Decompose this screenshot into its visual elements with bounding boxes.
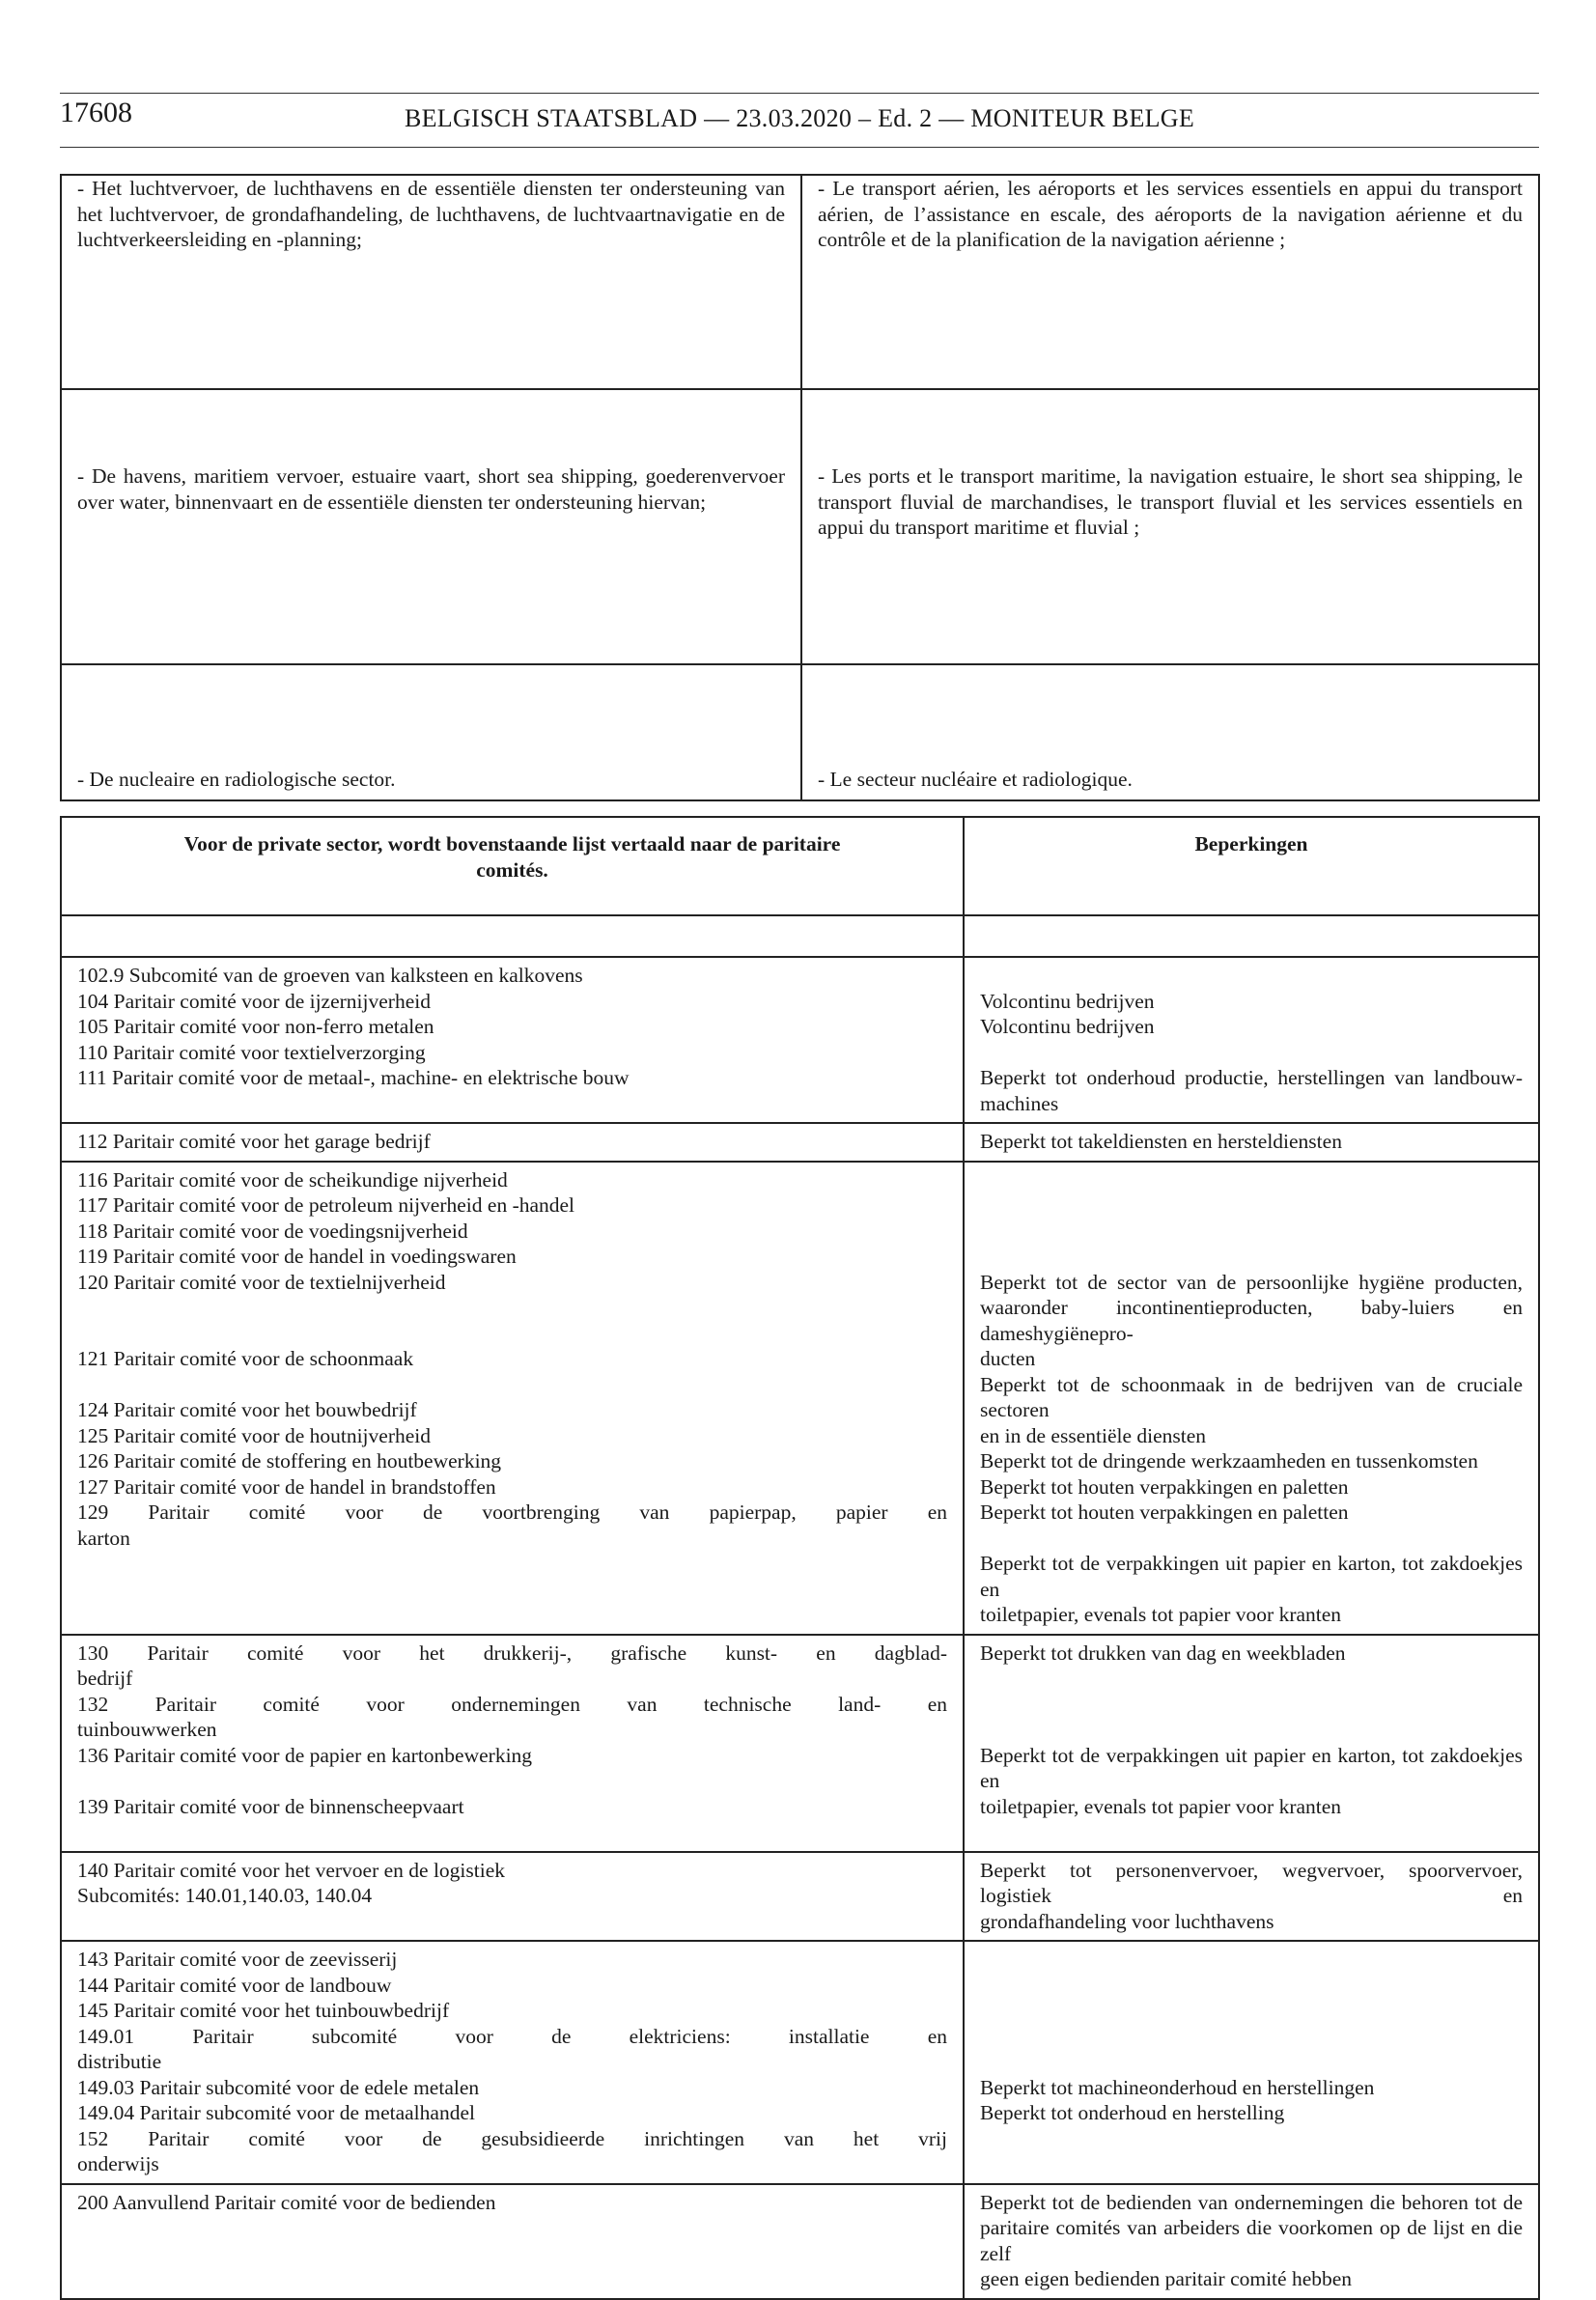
restriction-line: Beperkt tot de schoonmaak in de bedrijven van de cruciale sectoren [980, 1372, 1523, 1421]
restriction-line [980, 1219, 1523, 1245]
restriction-line: Beperkt tot personenvervoer, wegvervoer, spoorvervoer, logistiek en [980, 1858, 1523, 1907]
committee-line: 124 Paritair comité voor het bouwbedrijf [77, 1398, 417, 1421]
restriction-line [980, 963, 1523, 989]
committee-line: 149.03 Paritair subcomité voor de edele metalen [77, 2075, 480, 2099]
page-number: 17608 [60, 97, 132, 128]
committee-line [77, 1321, 947, 1347]
sector-fr-cell [801, 175, 1539, 389]
sector-nl-text: - De havens, maritiem vervoer, estuaire vaart, short sea shipping, goederenvervoer over water, binnenvaart en de essentiële diensten ter ondersteuning hiervan; [77, 464, 785, 514]
committee-line [77, 1295, 947, 1321]
restrictions-cell [964, 1635, 1539, 1852]
committees-table [60, 816, 1540, 2300]
committee-line: 130 Paritair comité voor het drukkerij-, grafische kunst- en dagblad- [77, 1641, 947, 1665]
committee-group-row [61, 1635, 1539, 1852]
sector-fr-text: - Le transport aérien, les aéroports et les services essentiels en appui du transport aérien, de l’assistance en escale, des aéroports de la navigation aérienne et du contrôle et de la planification de la navigation aérienne ; [818, 177, 1523, 251]
committee-names-cell [61, 1941, 964, 2184]
committee-line: 132 Paritair comité voor ondernemingen van technische land- en [77, 1692, 947, 1716]
restriction-line [980, 1717, 1523, 1743]
committee-group-row [61, 957, 1539, 1123]
restriction-line: Beperkt tot onderhoud en herstelling [980, 2101, 1285, 2124]
header-left-cell [61, 817, 964, 915]
restrictions-cell [964, 1123, 1539, 1162]
restriction-line: toiletpapier, evenals tot papier voor kranten [980, 1794, 1342, 1818]
restriction-line: geen eigen bedienden paritair comité hebben [980, 2267, 1353, 2290]
restriction-line [980, 1167, 1523, 1193]
restriction-line: Beperkt tot de bedienden van ondernemingen die behoren tot de [980, 2190, 1523, 2214]
header-right-text: Beperkingen [1194, 832, 1308, 855]
empty-spacer-cell [964, 915, 1539, 957]
committee-line [77, 1372, 947, 1398]
restriction-line: ducten [980, 1347, 1036, 1370]
restriction-line [980, 2024, 1523, 2050]
restriction-line: machines [980, 1091, 1059, 1115]
committee-group-row [61, 1852, 1539, 1942]
committee-line: distributie [77, 2050, 162, 2073]
restriction-line: paritaire comités van arbeiders die voorkomen op de lijst en die zelf [980, 2216, 1523, 2265]
restriction-line [980, 1973, 1523, 1999]
restrictions-cell [964, 1852, 1539, 1942]
committee-line: 149.01 Paritair subcomité voor de elektriciens: installatie en [77, 2024, 947, 2048]
restriction-line [980, 2126, 1523, 2152]
committee-line: 129 Paritair comité voor de voortbrenging van papierpap, papier en [77, 1501, 947, 1524]
header-rule-bottom [60, 147, 1539, 148]
committee-names-cell [61, 1162, 964, 1635]
committee-line: 152 Paritair comité voor de gesubsidieerde inrichtingen van het vrij [77, 2126, 947, 2150]
committee-line: 126 Paritair comité de stoffering en houtbewerking [77, 1449, 502, 1473]
restrictions-cell [964, 2184, 1539, 2299]
essential-sectors-table [60, 174, 1540, 801]
committee-line: 118 Paritair comité voor de voedingsnijverheid [77, 1219, 468, 1243]
committee-line: 145 Paritair comité voor het tuinbouwbedrijf [77, 1999, 450, 2022]
restriction-line: Beperkt tot onderhoud productie, herstellingen van landbouw- [980, 1066, 1523, 1089]
restriction-line [980, 1947, 1523, 1973]
restriction-line [980, 1526, 1523, 1552]
committee-line: onderwijs [77, 2152, 159, 2175]
committee-line: 149.04 Paritair subcomité voor de metaalhandel [77, 2101, 475, 2124]
page-header-title: BELGISCH STAATSBLAD — 23.03.2020 – Ed. 2 — MONITEUR BELGE [404, 104, 1195, 132]
restriction-line [980, 1819, 1523, 1845]
restriction-line [980, 1040, 1523, 1066]
restriction-line [980, 1692, 1523, 1718]
restriction-line: Beperkt tot de verpakkingen uit papier en karton, tot zakdoekjes en [980, 1743, 1523, 1792]
committee-line: 127 Paritair comité voor de handel in brandstoffen [77, 1474, 496, 1499]
restrictions-cell [964, 957, 1539, 1123]
committee-names-cell [61, 1123, 964, 1162]
restrictions-cell [964, 1162, 1539, 1635]
committee-line: 144 Paritair comité voor de landbouw [77, 1973, 392, 1997]
committee-line: 117 Paritair comité voor de petroleum nijverheid en -handel [77, 1193, 575, 1217]
restriction-line: Beperkt tot drukken van dag en weekbladen [980, 1641, 1346, 1665]
committee-line: Subcomités: 140.01,140.03, 140.04 [77, 1884, 373, 1907]
restriction-line [980, 1244, 1523, 1270]
restriction-line: Volcontinu bedrijven [980, 989, 1155, 1013]
restriction-line [980, 1192, 1523, 1219]
sector-fr-text: - Le secteur nucléaire et radiologique. [818, 767, 1133, 791]
committee-line: 119 Paritair comité voor de handel in voedingswaren [77, 1245, 517, 1268]
committee-line: 111 Paritair comité voor de metaal-, machine- en elektrische bouw [77, 1066, 630, 1089]
committee-group-row [61, 1941, 1539, 2184]
committee-group-row [61, 1123, 1539, 1162]
committee-line: 200 Aanvullend Paritair comité voor de bedienden [77, 2190, 496, 2214]
restriction-line [980, 1998, 1523, 2024]
sector-fr-cell [801, 664, 1539, 800]
committee-line: 116 Paritair comité voor de scheikundige nijverheid [77, 1167, 508, 1192]
sector-nl-text: - Het luchtvervoer, de luchthavens en de essentiële diensten ter ondersteuning van het luchtvervoer, de grondafhandeling, de luchthavens, de luchtvaartnavigatie en de luchtverkeersleiding en -planning; [77, 177, 785, 251]
committee-line: bedrijf [77, 1667, 133, 1690]
committee-line: 125 Paritair comité voor de houtnijverheid [77, 1423, 432, 1447]
header-left-text: Voor de private sector, wordt bovenstaande lijst vertaald naar de paritaire comités. [183, 832, 841, 882]
header-rule-top [60, 93, 1539, 94]
committee-line: 140 Paritair comité voor het vervoer en de logistiek [77, 1858, 506, 1882]
sector-fr-cell [801, 389, 1539, 664]
committee-line: 136 Paritair comité voor de papier en kartonbewerking [77, 1743, 533, 1767]
restriction-line: Beperkt tot houten verpakkingen en paletten [980, 1474, 1349, 1499]
committee-line: tuinbouwwerken [77, 1718, 217, 1741]
restriction-line [980, 2049, 1523, 2075]
restriction-line: Beperkt tot de dringende werkzaamheden en tussenkomsten [980, 1449, 1478, 1473]
restriction-line [980, 1666, 1523, 1692]
committee-line: 143 Paritair comité voor de zeevisserij [77, 1948, 398, 1971]
committee-line: 105 Paritair comité voor non-ferro metalen [77, 1015, 434, 1038]
restriction-line: en in de essentiële diensten [980, 1423, 1207, 1447]
committee-line: 121 Paritair comité voor de schoonmaak [77, 1347, 414, 1370]
sector-nl-cell [61, 389, 801, 664]
committee-names-cell [61, 957, 964, 1123]
restriction-line: Beperkt tot houten verpakkingen en paletten [980, 1501, 1349, 1524]
restriction-line: Beperkt tot de verpakkingen uit papier en karton, tot zakdoekjes en [980, 1552, 1523, 1601]
restriction-line: Beperkt tot de sector van de persoonlijke hygiëne producten, [980, 1270, 1523, 1294]
restriction-line: grondafhandeling voor luchthavens [980, 1909, 1274, 1933]
committee-names-cell [61, 2184, 964, 2299]
sector-nl-cell [61, 175, 801, 389]
committee-group-row [61, 2184, 1539, 2299]
restrictions-cell [964, 1941, 1539, 2184]
restriction-line: Beperkt tot machineonderhoud en herstellingen [980, 2075, 1375, 2099]
committee-line: 112 Paritair comité voor het garage bedrijf [77, 1130, 431, 1153]
sector-fr-text: - Les ports et le transport maritime, la navigation estuaire, le short sea shipping, le transport fluvial de marchandises, le transport fluvial et les services essentiels en appui du transport maritime et fluvial ; [818, 464, 1523, 539]
committee-names-cell [61, 1635, 964, 1852]
header-right-cell [964, 817, 1539, 915]
restriction-line: toiletpapier, evenals tot papier voor kranten [980, 1603, 1342, 1626]
restriction-line [980, 2151, 1523, 2177]
sector-nl-cell [61, 664, 801, 800]
empty-spacer-cell [61, 915, 964, 957]
committee-line [77, 1768, 947, 1794]
committee-names-cell [61, 1852, 964, 1942]
restriction-line: Beperkt tot takeldiensten en hersteldiensten [980, 1130, 1342, 1153]
committee-line: 139 Paritair comité voor de binnenscheepvaart [77, 1794, 464, 1818]
committee-line: 110 Paritair comité voor textielverzorging [77, 1040, 426, 1064]
committee-group-row [61, 1162, 1539, 1635]
committee-line: 102.9 Subcomité van de groeven van kalksteen en kalkovens [77, 964, 583, 987]
committee-line: karton [77, 1526, 130, 1550]
sector-nl-text: - De nucleaire en radiologische sector. [77, 767, 396, 791]
restriction-line: waaronder incontinentieproducten, baby-luiers en dameshygiënepro- [980, 1296, 1523, 1345]
committee-line: 120 Paritair comité voor de textielnijverheid [77, 1270, 446, 1294]
restriction-line: Volcontinu bedrijven [980, 1015, 1155, 1038]
committee-line: 104 Paritair comité voor de ijzernijverheid [77, 989, 431, 1013]
